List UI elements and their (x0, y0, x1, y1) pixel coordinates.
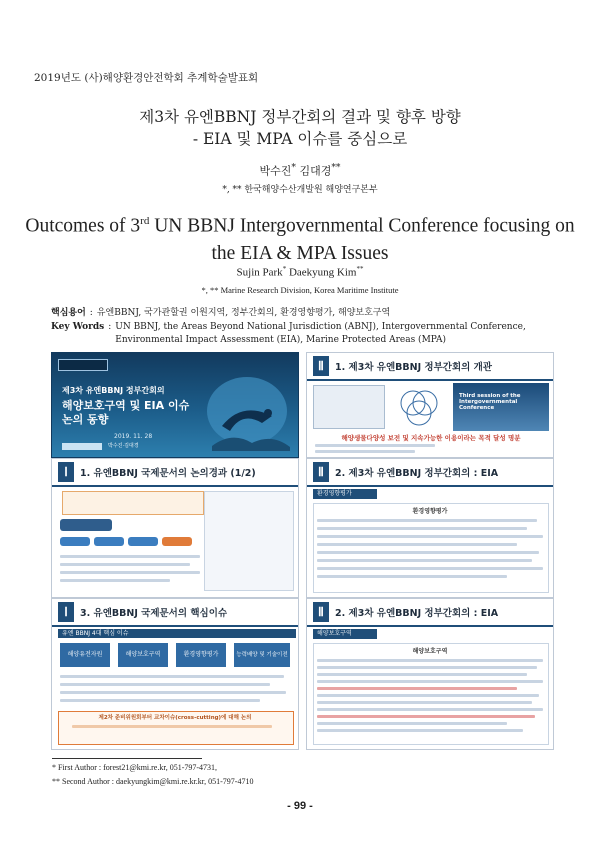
english-title-line2: the EIA & MPA Issues (211, 242, 389, 264)
cover-date: 2019. 11. 28 (114, 433, 153, 440)
issue-pill-3: 환경영향평가 (176, 643, 226, 667)
english-authors: Sujin Park* Daekyung Kim** (236, 265, 364, 279)
slide1-banner: 해양생물다양성 보전 및 지속가능한 이용이라는 목적 달성 명분 (341, 434, 521, 442)
slide-cover (51, 352, 299, 458)
author2-ko: 김대경 (299, 164, 332, 178)
slide-eia: Ⅱ 2. 제3차 유엔BBNJ 정부간회의 : EIA 환경영향평가 환경영향평가 (306, 458, 554, 598)
slide2-title: 1. 유엔BBNJ 국제문서의 논의경과 (1/2) (80, 468, 256, 479)
slide5-section-label: 해양보호구역 (313, 629, 377, 639)
slide1-title: 1. 제3차 유엔BBNJ 정부간회의 개관 (335, 362, 492, 373)
author1-ko-mark: * (291, 162, 296, 173)
cover-line2: 해양보호구역 및 EIA 이슈 (62, 399, 190, 412)
slide5-box-title: 해양보호구역 (412, 648, 448, 655)
slide5-title: 2. 제3차 유엔BBNJ 정부간회의 : EIA (335, 608, 499, 619)
slide3-title: 2. 제3차 유엔BBNJ 정부간회의 : EIA (335, 468, 499, 479)
author2-en: Daekyung Kim (288, 266, 357, 279)
issue-pill-4: 능력배양 및 기술이전 (234, 643, 290, 667)
slide4-bottom-title: 제2차 준비위원회부터 교차이슈(cross-cutting)에 대해 논의 (98, 715, 252, 721)
author1-ko: 박수진 (259, 164, 292, 178)
slide-core-issues: Ⅰ 3. 유엔BBNJ 국제문서의 핵심이슈 유엔 BBNJ 4대 핵심 이슈 해양유전자원 해양보호구역 환경영향평가 능력배양 및 기술이전 제2차 준비위원회부터 교차이슈(cross-cutting)에 대해 논의 (51, 598, 299, 750)
venn-diagram-icon (393, 385, 445, 429)
keywords-block (51, 307, 571, 348)
slide-conference-overview: Ⅱ 1. 제3차 유엔BBNJ 정부간회의 개관 Third session of the Intergovernmental Conference 해양생물다양성 보전 및 지속가능한 이용이라는 목적 달성 명분 (306, 352, 554, 458)
cover-line1: 제3차 유엔BBNJ 정부간회의 (62, 386, 165, 395)
korean-title-line1: 제3차 유엔BBNJ 정부간회의 결과 및 향후 방향 (139, 108, 461, 126)
page-number: - 99 - (287, 800, 313, 812)
english-affiliation: *, ** Marine Research Division, Korea Maritime Institute (201, 285, 399, 295)
author2-ko-mark: ** (331, 162, 341, 173)
korean-keywords: 핵심용어 : 유엔BBNJ, 국가관할권 이원지역, 정부간회의, 환경영향평가, 해양보호구역 (51, 308, 391, 318)
korean-authors (0, 162, 600, 179)
slide-negotiation-history: Ⅰ 1. 유엔BBNJ 국제문서의 논의경과 (1/2) (51, 458, 299, 598)
diver-illustration-icon (202, 371, 292, 451)
english-keywords: Key Words : UN BBNJ, the Areas Beyond National Jurisdiction (ABNJ), Intergovernmental Conference, Environmental Impact Assessment (EIA), Marine Protected Areas (MPA) (51, 321, 526, 345)
issue-pill-1: 해양유전자원 (60, 643, 110, 667)
cover-line3: 논의 동향 (62, 413, 109, 426)
footnote-first-author: * First Author : forest21@kmi.re.kr, 051-797-4731, (52, 763, 218, 772)
slide3-box-title: 환경영향평가 (412, 508, 448, 515)
korean-affiliation: *, ** 한국해양수산개발원 해양연구본부 (222, 185, 378, 195)
cover-author-badge: 박수진·김대경 (108, 443, 139, 449)
slide4-title: 3. 유엔BBNJ 국제문서의 핵심이슈 (80, 608, 228, 619)
korean-title-line2: - EIA 및 MPA 이슈를 중심으로 (192, 130, 408, 148)
author1-en: Sujin Park (236, 266, 283, 279)
slide-mpa: Ⅱ 2. 제3차 유엔BBNJ 정부간회의 : EIA 해양보호구역 해양보호구역 (306, 598, 554, 750)
footnote-second-author: ** Second Author : daekyungkim@kmi.re.kr.kr, 051-797-4710 (52, 777, 254, 786)
english-title-line1: Outcomes of 3rd UN BBNJ Intergovernmental Conference focusing on (25, 215, 575, 237)
issue-pill-2: 해양보호구역 (118, 643, 168, 667)
slide4-bar: 유엔 BBNJ 4대 핵심 이슈 (58, 629, 296, 638)
conference-header: 2019년도 (사)해양환경안전학회 추계학술발표회 (34, 72, 259, 84)
footnote-rule (52, 758, 202, 759)
slide1-photo-caption: Third session of the Intergovernmental Conference (459, 393, 521, 411)
korean-title (0, 106, 600, 150)
english-title (0, 208, 600, 267)
slide3-section-label: 환경영향평가 (313, 489, 377, 499)
